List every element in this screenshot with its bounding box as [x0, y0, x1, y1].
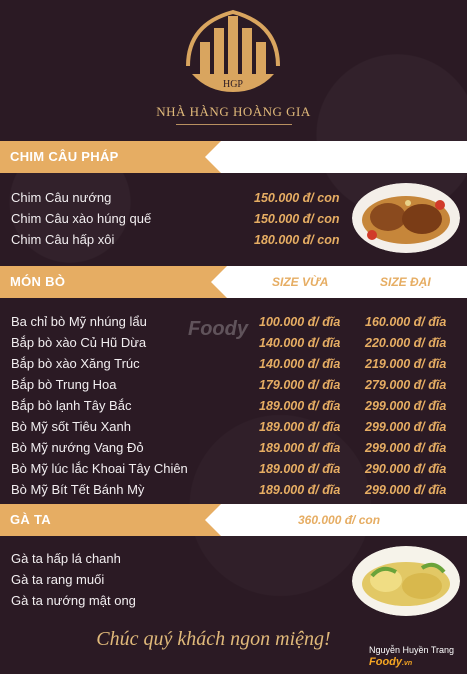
- menu-item-price-large: 160.000 đ/ đĩa: [365, 315, 447, 329]
- divider: [176, 124, 292, 125]
- menu-item-name: Gà ta hấp lá chanh: [11, 551, 121, 566]
- restaurant-logo: [178, 4, 288, 94]
- foody-logo-text: Foody: [369, 656, 402, 668]
- menu-item-price-small: 100.000 đ/ đĩa: [259, 315, 341, 329]
- menu-item-price-large: 299.000 đ/ đĩa: [365, 420, 447, 434]
- section-header-bo: [0, 266, 467, 298]
- steamed-chicken-photo: [352, 546, 460, 616]
- menu-item-price-small: 189.000 đ/ đĩa: [259, 399, 341, 413]
- menu-item-price-large: 219.000 đ/ đĩa: [365, 357, 447, 371]
- menu-item-name: Bắp bò xào Củ Hũ Dừa: [11, 335, 147, 350]
- size-small-header: SIZE VỪA: [272, 275, 329, 289]
- menu-item-price-small: 140.000 đ/ đĩa: [259, 336, 341, 350]
- menu-item-price-large: 299.000 đ/ đĩa: [365, 483, 447, 497]
- photo-credit: Nguyễn Huyền Trang: [369, 645, 455, 655]
- menu-item-price-small: 189.000 đ/ đĩa: [259, 483, 341, 497]
- section-header-chim: [0, 141, 467, 173]
- section-title: CHIM CÂU PHÁP: [10, 149, 119, 164]
- menu-item-price-small: 140.000 đ/ đĩa: [259, 357, 341, 371]
- menu-item-name: Chim Câu nướng: [11, 190, 112, 205]
- menu-item-price-small: 189.000 đ/ đĩa: [259, 462, 341, 476]
- menu-item-price: 150.000 đ/ con: [254, 212, 340, 226]
- menu-item-price: 150.000 đ/ con: [254, 191, 340, 205]
- slogan: Chúc quý khách ngon miệng!: [96, 628, 331, 650]
- menu-item-price-large: 299.000 đ/ đĩa: [365, 399, 447, 413]
- menu-item-name: Chim Câu hấp xôi: [11, 232, 115, 247]
- menu-item-price-large: 279.000 đ/ đĩa: [365, 378, 447, 392]
- menu-item-name: Gà ta nướng mật ong: [11, 593, 136, 608]
- menu-item-name: Ba chỉ bò Mỹ nhúng lẩu: [11, 314, 147, 329]
- size-large-header: SIZE ĐẠI: [380, 275, 431, 289]
- menu-item-name: Bò Mỹ nướng Vang Đỏ: [11, 440, 144, 455]
- menu-item-name: Bò Mỹ Bít Tết Bánh Mỳ: [11, 482, 145, 497]
- menu-item-name: Gà ta rang muối: [11, 572, 105, 587]
- menu-item-name: Bò Mỹ lúc lắc Khoai Tây Chiên: [11, 461, 188, 476]
- menu-item-price-small: 189.000 đ/ đĩa: [259, 441, 341, 455]
- foody-watermark: Foody: [188, 318, 248, 340]
- menu-item-name: Bắp bò xào Xăng Trúc: [11, 356, 140, 371]
- section-price: 360.000 đ/ con: [298, 513, 381, 527]
- restaurant-name: NHÀ HÀNG HOÀNG GIA: [156, 104, 311, 119]
- foody-logo: [369, 656, 412, 668]
- roast-pigeon-photo: [352, 183, 460, 253]
- section-title: GÀ TA: [10, 512, 51, 527]
- menu-item-price-large: 299.000 đ/ đĩa: [365, 441, 447, 455]
- menu-item-name: Bắp bò lạnh Tây Bắc: [11, 398, 132, 413]
- menu-item-name: Bắp bò Trung Hoa: [11, 377, 117, 392]
- logo-text: HGP: [222, 79, 244, 90]
- menu-item-price-small: 179.000 đ/ đĩa: [259, 378, 341, 392]
- menu-item-price: 180.000 đ/ con: [254, 233, 340, 247]
- foody-logo-suffix: .vn: [402, 660, 413, 667]
- section-header-ga: [0, 504, 467, 536]
- menu-item-price-large: 290.000 đ/ đĩa: [365, 462, 447, 476]
- section-title: MÓN BÒ: [10, 274, 66, 289]
- menu-item-price-small: 189.000 đ/ đĩa: [259, 420, 341, 434]
- menu-item-name: Chim Câu xào húng quế: [11, 211, 152, 226]
- menu-item-name: Bò Mỹ sốt Tiêu Xanh: [11, 419, 131, 434]
- menu-item-price-large: 220.000 đ/ đĩa: [365, 336, 447, 350]
